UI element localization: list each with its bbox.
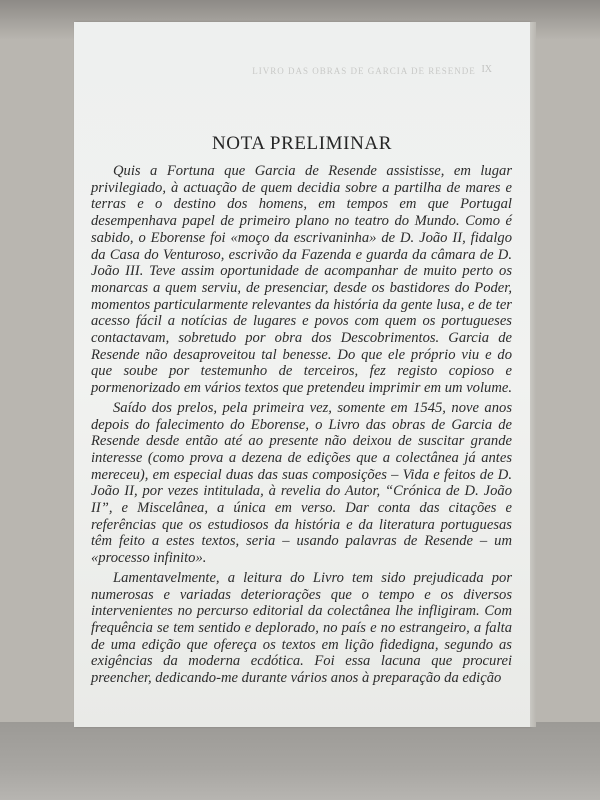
page-title: NOTA PRELIMINAR <box>211 133 393 154</box>
book-page <box>74 22 530 727</box>
bleed-through-header: LIVRO DAS OBRAS DE GARCIA DE RESENDE <box>252 66 476 76</box>
body-text <box>91 163 512 687</box>
bleed-through-page-number: IX <box>481 64 492 75</box>
background-bottom <box>0 722 600 800</box>
paragraph-3: Lamentavelmente, a leitura do Livro tem sido prejudicada por numerosas e variadas deteriorações que o tempo e os diversos intervenientes no percurso editorial da colectânea lhe infligiram. Com frequência se tem sentido e deplorado, no país e no estrangeiro, a falta de uma edição que ofereça os textos em lição fidedigna, segundo as exigências da moderna ecdótica. Foi essa lacuna que procurei preencher, dedicando-me durante vários anos à preparação da edição <box>91 569 512 687</box>
paragraph-2: Saído dos prelos, pela primeira vez, somente em 1545, nove anos depois do falecimento do Eborense, o Livro das obras de Garcia de Resende desde então até ao presente não deixou de suscitar grande interesse (como prova a dezena de edições que a colectânea já antes mereceu), em especial duas das suas composições – Vida e feitos de D. João II, por vezes intitulada, à revelia do Autor, “Crónica de D. João II”, e Miscelânea, a única em verso. Dar conta das citações e referências que os estudiosos da história e da literatura portuguesas têm feito a estes textos, seria – usando palavras de Resende – um «processo infinito». <box>91 399 512 567</box>
paragraph-1: Quis a Fortuna que Garcia de Resende assistisse, em lugar privilegiado, à actuação de quem decidia sobre a partilha de mares e terras e o destino dos homens, em tempos em que Portugal desempenhava papel de primeiro plano no teatro do Mundo. Como é sabido, o Eborense foi «moço da escrivaninha» de D. João II, fidalgo da Casa do Venturoso, escrivão da Fazenda e guarda da câmara de D. João III. Teve assim oportunidade de acompanhar de muito perto os monarcas a quem serviu, de presenciar, desde os bastidores do Poder, momentos particularmente relevantes da história da gente lusa, e de ter acesso fácil a notícias de lugares e povos com quem os portugueses contactavam, sobretudo por obra dos Descobrimentos. Garcia de Resende não desaproveitou tal benesse. Do que ele próprio viu e do que soube por testemunho de terceiros, fez registo copioso e pormenorizado em vários textos que pretendeu imprimir em um volume. <box>91 163 512 397</box>
